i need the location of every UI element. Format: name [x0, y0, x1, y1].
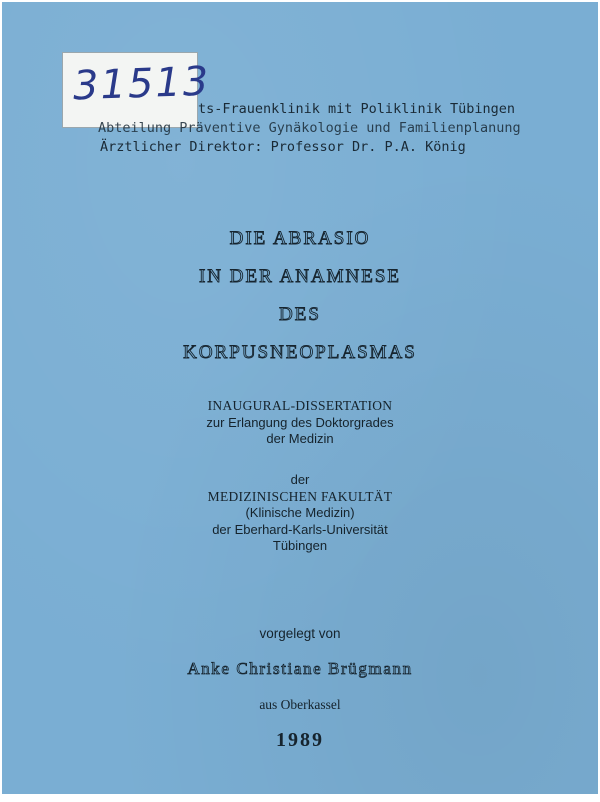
- faculty-university: der Eberhard-Karls-Universität: [212, 521, 388, 537]
- faculty-city: Tübingen: [272, 538, 328, 553]
- header-director-line: Ärztlicher Direktor: Professor Dr. P.A. König: [100, 139, 466, 155]
- faculty-der: der: [290, 472, 310, 487]
- document-cover: [2, 2, 598, 794]
- title-line-2: IN DER ANAMNESE: [198, 266, 402, 287]
- handwritten-catalog-number: 31513: [72, 58, 212, 110]
- dissertation-purpose-2: der Medizin: [266, 431, 334, 446]
- dissertation-purpose-1: zur Erlangung des Doktorgrades: [206, 414, 394, 430]
- faculty-name: MEDIZINISCHEN FAKULTÄT: [207, 488, 393, 504]
- header-clinic-line: ts-Frauenklinik mit Poliklinik Tübingen: [198, 101, 515, 117]
- dissertation-type: INAUGURAL-DISSERTATION: [207, 398, 393, 413]
- faculty-info: [2, 472, 598, 555]
- title-line-3: DES: [279, 304, 321, 325]
- publication-year: 1989: [276, 729, 324, 751]
- institution-header: [98, 100, 538, 157]
- author-origin: aus Oberkassel: [259, 697, 341, 712]
- faculty-sub: (Klinische Medizin): [245, 505, 355, 520]
- dissertation-title: [2, 220, 598, 372]
- title-line-1: DIE ABRASIO: [229, 228, 371, 249]
- header-department-line: Abteilung Präventive Gynäkologie und Familienplanung: [98, 120, 521, 136]
- author-name: Anke Christiane Brügmann: [187, 659, 413, 678]
- presented-by-label: vorgelegt von: [259, 626, 341, 641]
- dissertation-info: [2, 398, 598, 448]
- title-line-4: KORPUSNEOPLASMAS: [183, 342, 417, 363]
